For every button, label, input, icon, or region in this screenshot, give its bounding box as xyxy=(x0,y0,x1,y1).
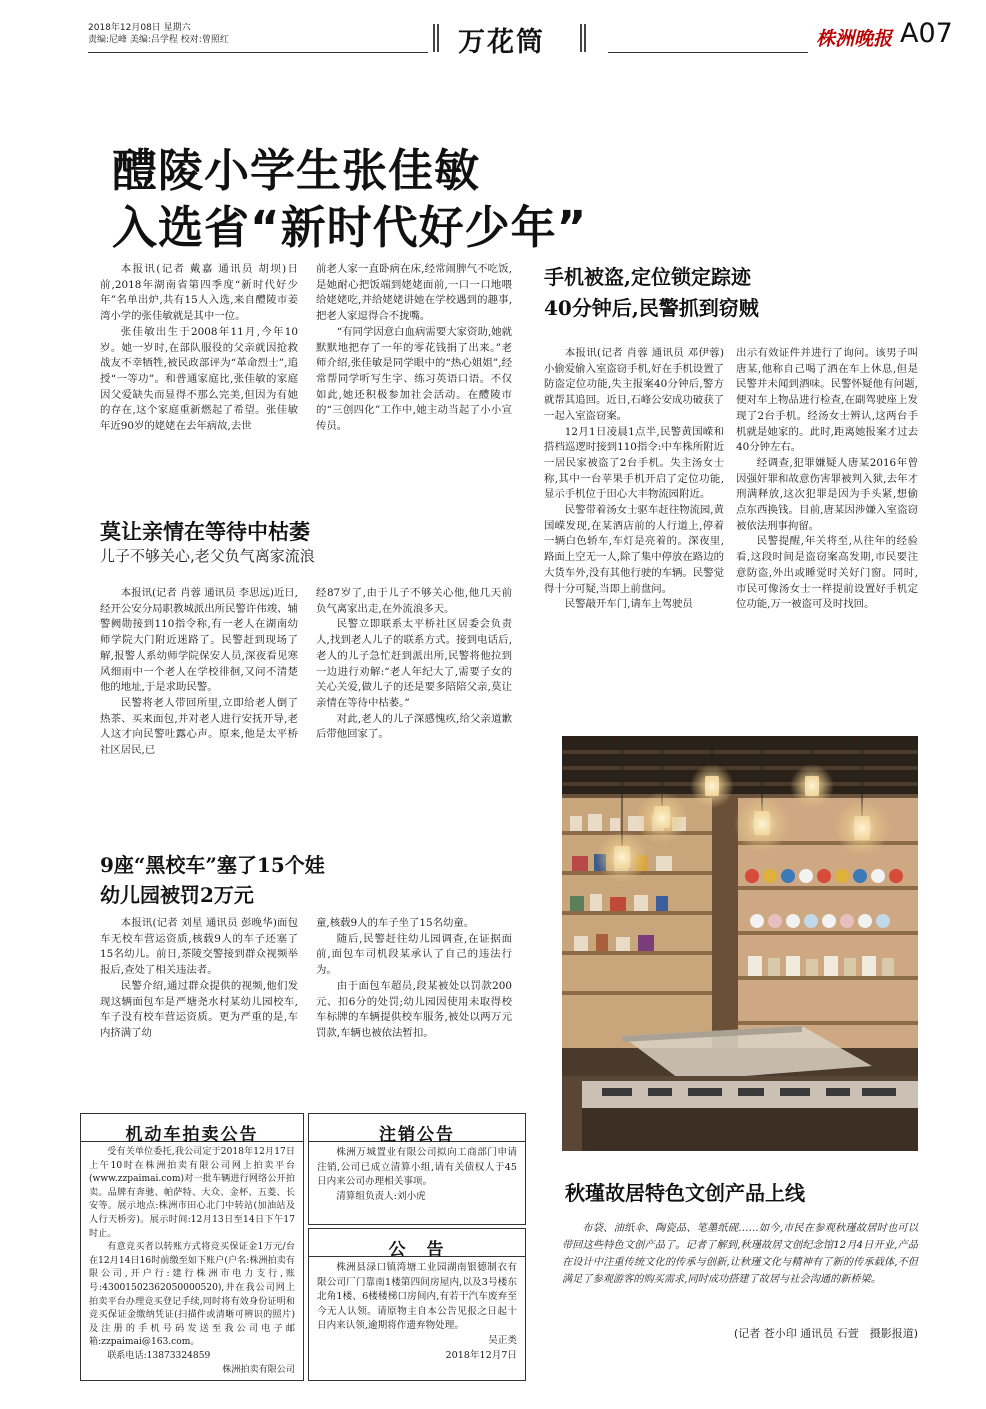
story4-paragraph: 民警敲开车门,请车上驾驶员 xyxy=(564,598,693,611)
story3-headline-line2: 幼儿园被罚2万元 xyxy=(100,883,254,907)
auction-notice-paragraph: 有意竞买者以转账方式将竞买保证金1万元/台在12月14日16时前缴至如下账户(户名:株洲拍卖有限公司,开户行:建行株洲市电力支行,账号:43001502362050000520),并在我公司网上拍卖平台办理竞买登记手续,同时将有效身份证明和竞买保证金缴纳凭证(扫描件或清晰可辨识的照片)及注册的手机号码发送至我公司电子邮箱:zzpaimai@163.com。 xyxy=(89,1242,295,1348)
header-staff: 责编:尼峰 美编:吕学程 校对:曾照红 xyxy=(88,35,229,45)
auction-notice-paragraph: 受有关单位委托,我公司定于2018年12月17日上午10时在株洲拍卖有限公司网上拍卖平台(www.zzpaimai.com)对一批车辆进行网络公开拍卖。品牌有奔驰、帕萨特、大众、金杯、五菱、长安等。展示地点:株洲市田心北门中转站(加油站及人行天桥旁)。展示时间:12月13日至14日下午17时止。 xyxy=(89,1147,295,1239)
story2-paragraph: 民警将老人带回所里,立即给老人倒了热茶、买来面包,并对老人进行安抚开导,老人这才向民警吐露心声。原来,他是太平桥社区居民,已 xyxy=(100,696,298,757)
header-date: 2018年12月08日 星期六 xyxy=(88,23,191,33)
header-meta xyxy=(88,22,428,46)
cancellation-notice-body xyxy=(309,1142,525,1208)
cancellation-notice xyxy=(308,1113,526,1225)
cancellation-notice-title: 注销公告 xyxy=(309,1114,525,1142)
story2-paragraph: 本报讯(记者 肖蓉 通讯员 李思远)近日,经开公安分局职教城派出所民警许伟竣、辅警阙勋接到110指令称,有一老人在湖南幼师学院大门附近迷路了。民警赶到现场了解,报警人系幼师学院保安人员,深夜看见寒风细雨中一个老人在学校徘徊,又问不清楚他的地址,于是求助民警。 xyxy=(100,587,298,694)
lead-paragraph: “有同学因意白血病需要大家资助,她就默默地把存了一年的零花钱捐了出来。”老师介绍,张佳敏是同学眼中的“热心姐姐”,经常帮同学听写生字、练习英语口语。不仅如此,她还积极参加社会活动。在醴陵市的“三创四化”工作中,她主动当起了小小宣传员。 xyxy=(316,325,512,433)
story3-paragraph: 由于面包车超员,段某被处以罚款200元、扣6分的处罚;幼儿园因使用未取得校车标牌的车辆提供校车服务,被处以两万元罚款,车辆也被依法暂扣。 xyxy=(316,979,512,1039)
lead-paragraph: 张佳敏出生于2008年11月,今年10岁。她一岁时,在部队服役的父亲就因抢救战友不幸牺牲,被民政部评为“革命烈士”,追授“一等功”。和普通家庭比,张佳敏的家庭因父爱缺失而显得不那么完美,但因为有她的存在,这个家庭重新燃起了希望。张佳敏年近90岁的姥姥在去年病故,去世 xyxy=(100,325,298,433)
lead-column-1 xyxy=(100,262,298,435)
story4-paragraph: 经调查,犯罪嫌疑人唐某2016年曾因强奸罪和故意伤害罪被判入狱,去年才刑满释放,这次犯罪是因为手头紧,想偷点东西换钱。目前,唐某因涉嫌入室盗窃被依法刑事拘留。 xyxy=(736,456,918,532)
story4-paragraph: 本报讯(记者 肖蓉 通讯员 邓伊蓉)小偷爱偷入室盗窃手机,好在手机设置了防盗定位功能,失主报案40分钟后,警方就帮其追回。近日,石峰公安成功破获了一起入室盗窃案。 xyxy=(544,347,724,422)
story2-subheadline: 儿子不够关心,老父负气离家流浪 xyxy=(100,547,315,565)
story4-column-1 xyxy=(544,346,724,613)
story3-paragraph: 本报讯(记者 刘星 通讯员 彭晚华)面包车无校车营运资质,核载9人的车子还塞了15名幼儿。前日,茶陵交警接到群众视频举报后,查处了相关违法者。 xyxy=(100,917,298,977)
newspaper-logo: 株洲晚报 xyxy=(816,28,893,50)
museum-shop-photo xyxy=(562,736,918,1151)
story4-paragraph: 12月1日凌晨1点半,民警黄国嵘和搭档巡逻时接到110指令:中车株所附近一居民家被盗了2台手机。失主汤女士称,其中一台苹果手机开启了定位功能,显示手机位于田心大丰物流园附近。 xyxy=(544,425,724,501)
story3-column-1 xyxy=(100,916,298,1042)
story2-headline: 莫让亲情在等待中枯萎 xyxy=(100,519,310,544)
photo-credit: (记者 苍小印 通讯员 石萱 摄影报道) xyxy=(733,1327,918,1340)
lead-headline-line1: 醴陵小学生张佳敏 xyxy=(112,144,481,197)
photo-story-paragraph: 布袋、油纸伞、陶瓷品、笔墨纸砚……如今,市民在参观秋瑾故居时也可以带回这些特色文创产品了。记者了解到,秋瑾故居文创纪念馆12月4日开业,产品在设计中注重传统文化的传承与创新,让秋瑾文化与精神有了新的传承载体,不但满足了参观游客的购买需求,同时成功搭建了故居与社会沟通的新桥梁。 xyxy=(562,1223,918,1285)
story3-paragraph: 童,核载9人的车子坐了15名幼童。 xyxy=(316,917,475,929)
story3-headline xyxy=(100,850,325,910)
story4-paragraph: 民警带着汤女士驱车赶往物流园,黄国嵘发现,在某酒店前的人行道上,停着一辆白色轿车,车灯是亮着的。深夜里,路面上空无一人,除了集中停放在路边的大货车外,没有其他行驶的车辆。民警觉得十分可疑,当即上前盘问。 xyxy=(544,504,724,595)
page-header xyxy=(88,18,958,60)
general-notice xyxy=(308,1228,526,1381)
story3-headline-line1: 9座“黑校车”塞了15个娃 xyxy=(100,853,325,877)
section-title: 万花筒 xyxy=(458,27,545,58)
header-rule-left xyxy=(88,52,428,53)
museum-shop-illustration xyxy=(562,736,918,1151)
auction-notice xyxy=(80,1113,304,1381)
auction-notice-title: 机动车拍卖公告 xyxy=(81,1114,303,1142)
cancellation-notice-paragraph: 株洲万城置业有限公司拟向工商部门申请注销,公司已成立清算小组,请有关债权人于45日内来公司办理相关事项。 xyxy=(317,1147,517,1188)
story4-headline-line1: 手机被盗,定位锁定踪迹 xyxy=(544,265,751,289)
story2-paragraph: 民警立即联系太平桥社区居委会负责人,找到老人儿子的联系方式。接到电话后,老人的儿子急忙赶到派出所,民警将他拉到一边进行劝解:“老人年纪大了,需要子女的关心关爱,做儿子的还是要多陪陪父亲,莫让亲情在等待中枯萎。” xyxy=(316,618,512,709)
general-notice-date: 2018年12月7日 xyxy=(445,1349,517,1361)
story2-paragraph: 对此,老人的儿子深感愧疚,给父亲道歉后带他回家了。 xyxy=(316,712,512,741)
header-divider-right xyxy=(580,24,586,52)
lead-paragraph: 本报讯(记者 戴嘉 通讯员 胡坝)日前,2018年湖南省第四季度“新时代好少年”名单出炉,共有15人入选,来自醴陵市姜湾小学的张佳敏就是其中一位。 xyxy=(100,263,298,323)
lead-paragraph: 前老人家一直卧病在床,经常闹脾气不吃饭,是她耐心把饭端到姥姥面前,一口一口地喂给姥姥吃,并给姥姥讲她在学校遇到的趣事,把老人家逗得合不拢嘴。 xyxy=(316,263,512,323)
story4-headline-line2: 40分钟后,民警抓到窃贼 xyxy=(544,296,759,320)
auction-notice-signer: 株洲拍卖有限公司 xyxy=(222,1364,295,1375)
story4-paragraph: 民警提醒,年关将至,从往年的经验看,这段时间是盗窃案高发期,市民要注意防盗,外出或睡觉时关好门窗。同时,市民可像汤女士一样提前设置好手机定位功能,万一被盗可及时找回。 xyxy=(736,535,918,611)
story2-column-2 xyxy=(316,586,512,743)
lead-headline xyxy=(112,142,587,256)
cancellation-notice-signer: 清算组负责人:刘小虎 xyxy=(336,1190,426,1202)
page-number: A07 xyxy=(900,18,953,49)
general-notice-title: 公 告 xyxy=(309,1229,525,1257)
story3-paragraph: 随后,民警赶往幼儿园调查,在证据面前,面包车司机段某承认了自己的违法行为。 xyxy=(316,932,512,977)
photo-story-headline: 秋瑾故居特色文创产品上线 xyxy=(565,1181,805,1205)
header-divider-left xyxy=(433,24,439,52)
general-notice-body xyxy=(309,1257,525,1367)
story2-column-1 xyxy=(100,586,298,759)
header-rule-right xyxy=(608,52,808,53)
story4-paragraph: 出示有效证件并进行了询问。该男子叫唐某,他称自己喝了酒在车上休息,但是民警并未闻到酒味。民警怀疑他有问题,便对车上物品进行检查,在副驾驶座上发现了2台手机。经汤女士辨认,这两台手机就是她家的。此时,距离她报案才过去40分钟左右。 xyxy=(736,347,918,454)
general-notice-signer: 吴正类 xyxy=(488,1334,517,1346)
story2-paragraph: 经87岁了,由于儿子不够关心他,他几天前负气离家出走,在外流浪多天。 xyxy=(316,587,512,615)
story3-paragraph: 民警介绍,通过群众提供的视频,他们发现这辆面包车是严塘尧水村某幼儿园校车,车子没有校车营运资质。更为严重的是,车内挤满了幼 xyxy=(100,979,298,1039)
story3-column-2 xyxy=(316,916,512,1042)
story4-headline xyxy=(544,262,759,324)
photo-story-body xyxy=(562,1220,918,1288)
general-notice-paragraph: 株洲县渌口镇湾塘工业园湖南银德制衣有限公司厂门靠南1楼第四间房屋内,以及3号楼东北角1楼、6楼楼梯口房间内,有若干汽车废弃至今无人认领。请原物主自本公告见报之日起十日内来认领,逾期将作遗弃物处理。 xyxy=(317,1262,517,1332)
lead-headline-line2: 入选省“新时代好少年” xyxy=(112,201,588,254)
story4-column-2 xyxy=(736,346,918,613)
lead-column-2 xyxy=(316,262,512,435)
auction-notice-body xyxy=(81,1142,303,1381)
auction-notice-phone: 联系电话:13873324859 xyxy=(107,1350,211,1361)
